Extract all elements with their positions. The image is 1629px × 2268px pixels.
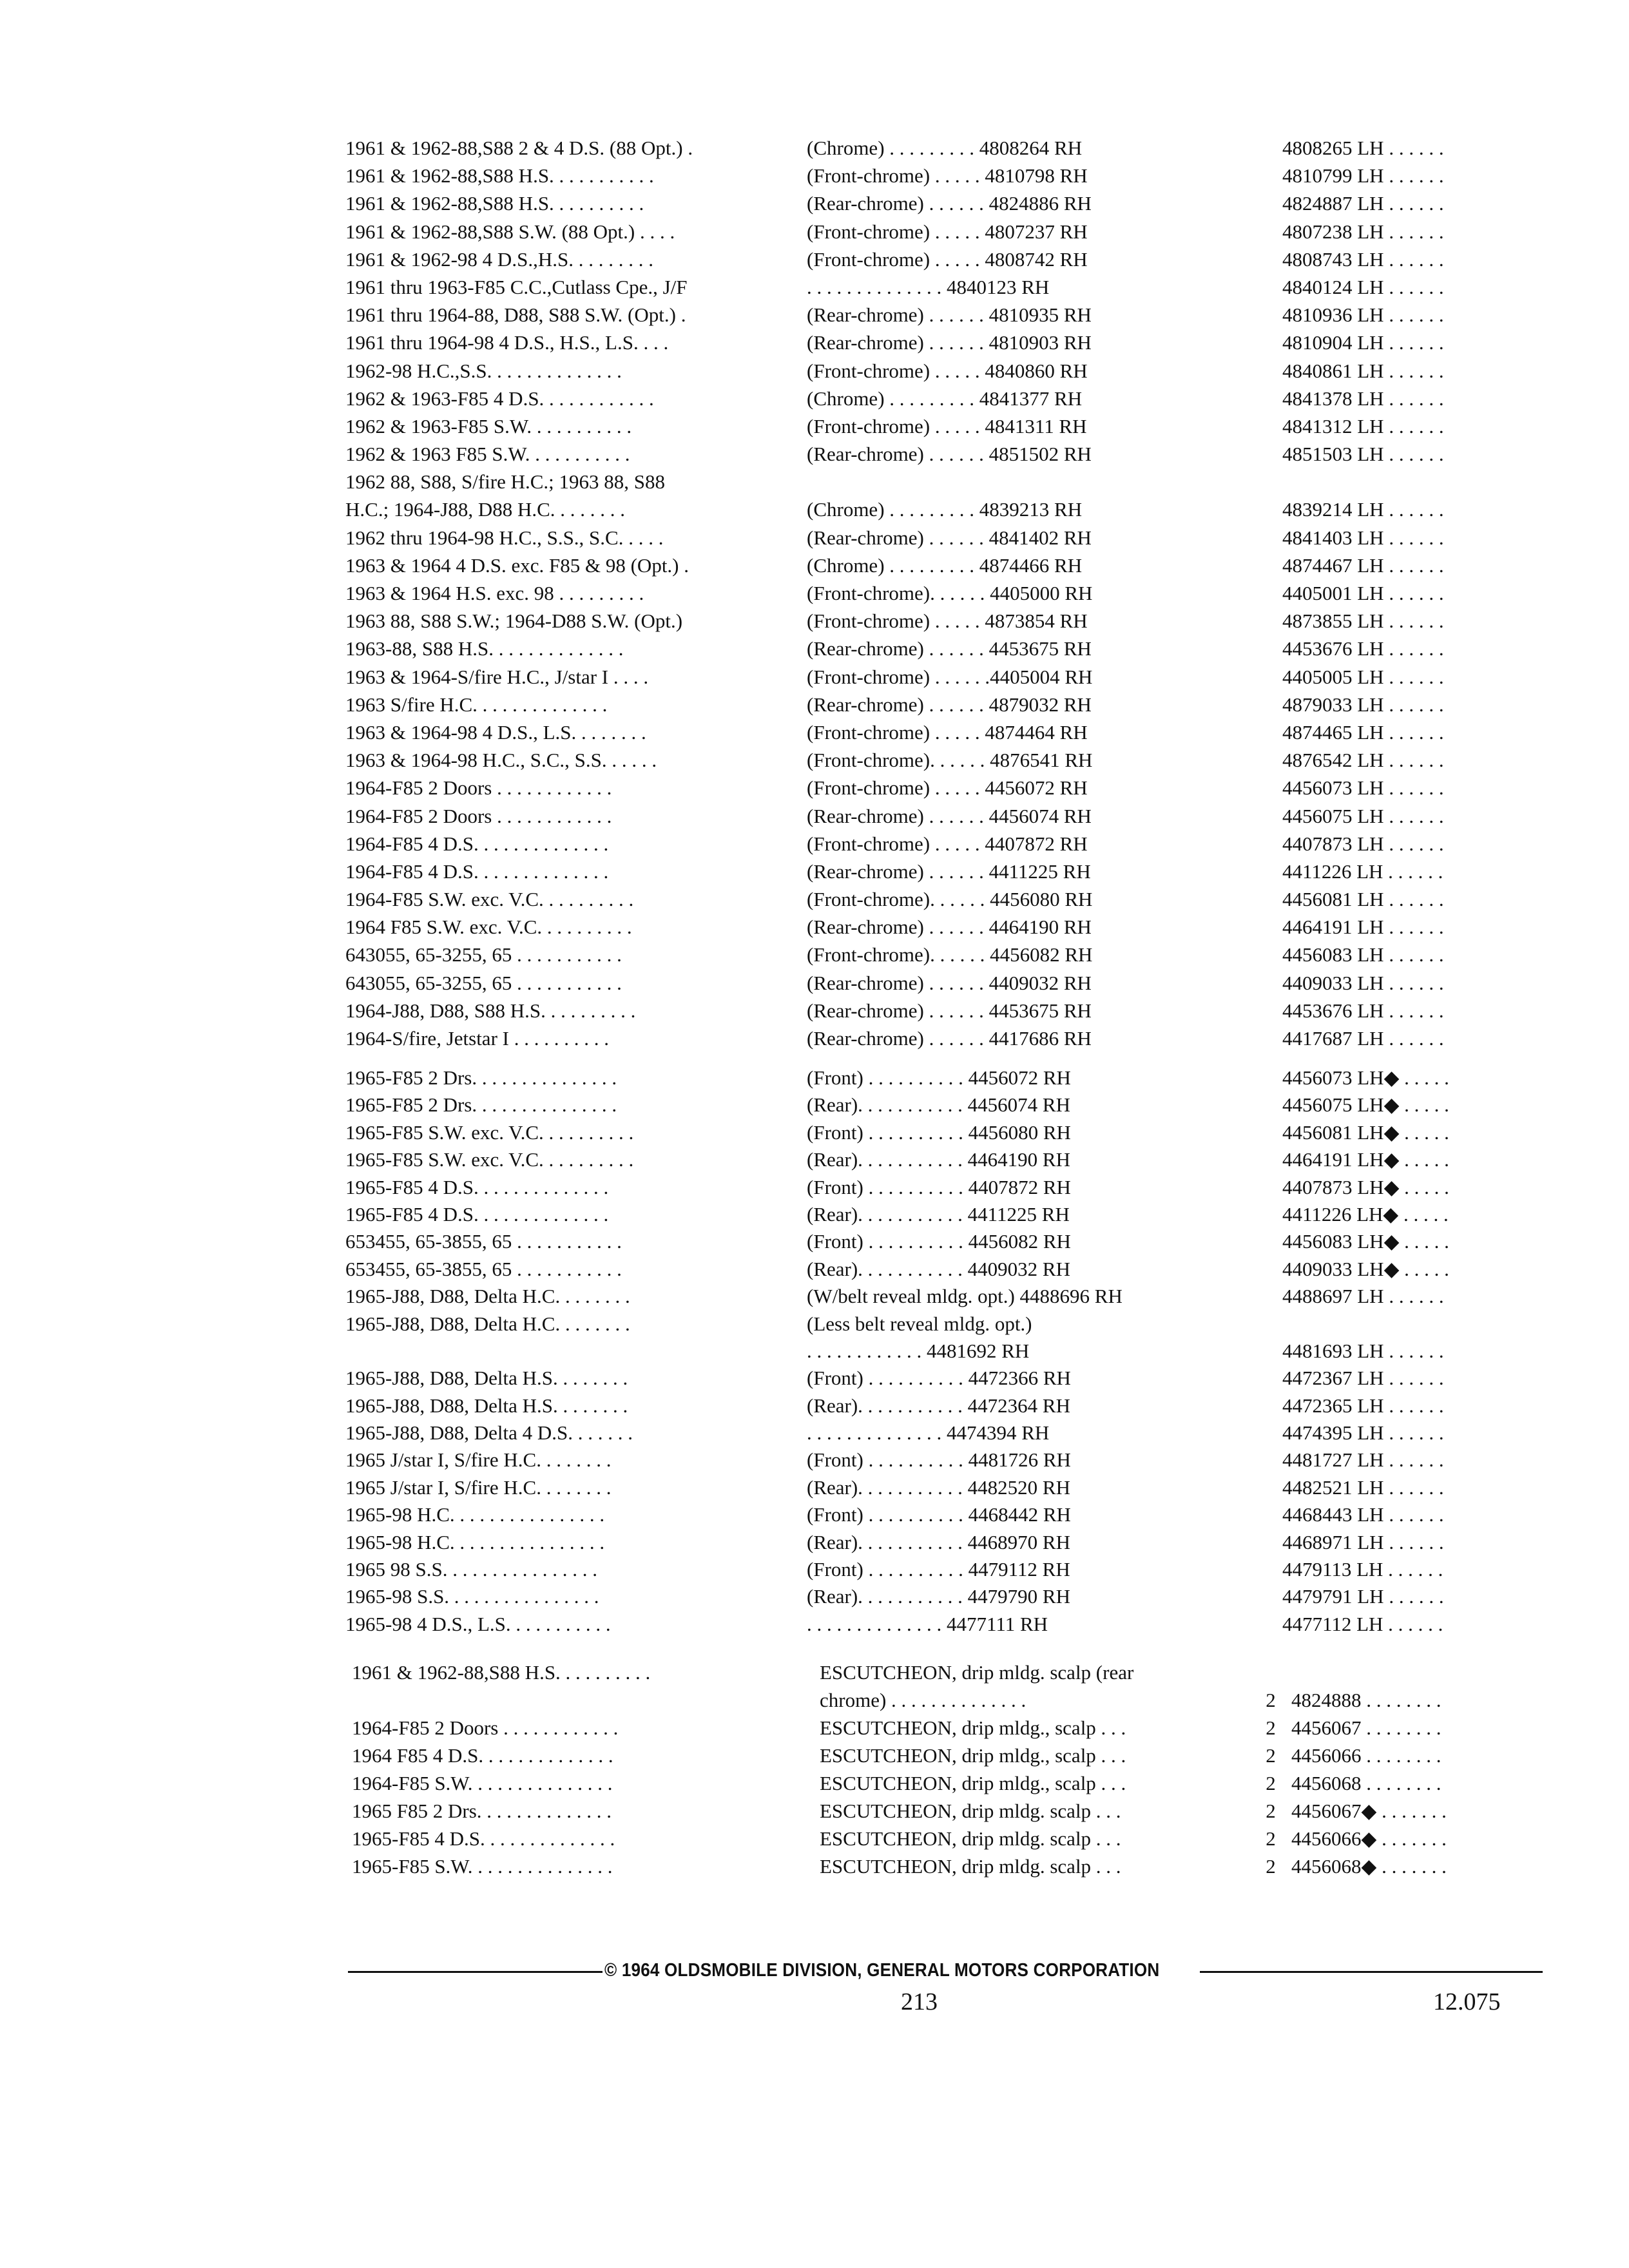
model-cell: 1961 thru 1964-98 4 D.S., H.S., L.S. . . . (345, 331, 669, 354)
model-cell: 1964-S/fire, Jetstar I . . . . . . . . . . (345, 1027, 609, 1050)
model-cell: 1961 & 1962-88,S88 H.S. . . . . . . . . . (352, 1661, 651, 1684)
description-cell: ESCUTCHEON, drip mldg., scalp . . . (820, 1744, 1126, 1767)
table-row (0, 1419, 1629, 1446)
description-cell: ESCUTCHEON, drip mldg., scalp . . . (820, 1716, 1126, 1739)
lh-part-cell: 4456083 LH . . . . . . (1282, 943, 1444, 966)
part-number-cell: 4456066 . . . . . . . . (1291, 1744, 1441, 1767)
description-rh-cell: (Rear-chrome) . . . . . . 4879032 RH (807, 693, 1092, 716)
description-cell: chrome) . . . . . . . . . . . . . . (820, 1689, 1027, 1711)
table-row (0, 885, 1629, 913)
description-rh-cell: (Front) . . . . . . . . . . 4456080 RH (807, 1120, 1071, 1144)
table-row (0, 579, 1629, 607)
lh-part-cell: 4808265 LH . . . . . . (1282, 137, 1444, 159)
model-cell: 1965-F85 2 Drs. . . . . . . . . . . . . . . (345, 1066, 617, 1089)
description-rh-cell: (Front-chrome) . . . . . 4874464 RH (807, 720, 1088, 744)
description-rh-cell: (Chrome) . . . . . . . . . 4874466 RH (807, 553, 1083, 577)
model-cell: 1962 88, S88, S/fire H.C.; 1963 88, S88 (345, 470, 666, 494)
model-cell: 1961 thru 1964-88, D88, S88 S.W. (Opt.) . (345, 303, 686, 327)
model-cell: 643055, 65-3255, 65 . . . . . . . . . . . (345, 943, 622, 966)
table-row (0, 273, 1629, 301)
description-rh-cell: (Front) . . . . . . . . . . 4468442 RH (807, 1503, 1071, 1526)
table-row (0, 412, 1629, 440)
lh-part-cell: 4405001 LH . . . . . . (1282, 582, 1444, 604)
model-cell: 1965 J/star I, S/fire H.C. . . . . . . . (345, 1475, 612, 1499)
description-rh-cell: (Rear-chrome) . . . . . . 4851502 RH (807, 443, 1092, 466)
table-row (0, 1091, 1629, 1119)
model-cell: 643055, 65-3255, 65 . . . . . . . . . . . (345, 971, 622, 994)
model-cell: 1964 F85 S.W. exc. V.C. . . . . . . . . . (345, 916, 632, 939)
description-rh-cell: (Front) . . . . . . . . . . 4481726 RH (807, 1448, 1071, 1472)
description-rh-cell: . . . . . . . . . . . . . . 4474394 RH (807, 1421, 1050, 1445)
lh-part-cell: 4481693 LH . . . . . . (1282, 1339, 1444, 1362)
table-row (0, 718, 1629, 746)
lh-part-cell: 4474395 LH . . . . . . (1282, 1421, 1444, 1445)
description-rh-cell: . . . . . . . . . . . . 4481692 RH (807, 1339, 1030, 1362)
parts-table-section-1 (0, 134, 1629, 1052)
description-rh-cell: (Less belt reveal mldg. opt.) (807, 1312, 1032, 1335)
model-cell: 1961 thru 1963-F85 C.C.,Cutlass Cpe., J/F (345, 275, 688, 298)
section-number: 12.075 (1433, 1988, 1501, 2015)
lh-part-cell: 4841378 LH . . . . . . (1282, 387, 1444, 410)
description-rh-cell: (Chrome) . . . . . . . . . 4839213 RH (807, 498, 1083, 521)
lh-part-cell: 4807238 LH . . . . . . (1282, 220, 1444, 243)
model-cell: 1964-F85 2 Doors . . . . . . . . . . . . (345, 804, 612, 827)
model-cell: 1964 F85 4 D.S. . . . . . . . . . . . . . (352, 1744, 613, 1767)
quantity-cell: 2 (1266, 1716, 1276, 1739)
description-cell: ESCUTCHEON, drip mldg. scalp . . . (820, 1827, 1121, 1850)
lh-part-cell: 4841403 LH . . . . . . (1282, 526, 1444, 549)
model-cell: 1965-98 H.C. . . . . . . . . . . . . . . . (345, 1530, 605, 1553)
model-cell: 1964-F85 4 D.S. . . . . . . . . . . . . . (345, 860, 609, 883)
lh-part-cell: 4468971 LH . . . . . . (1282, 1530, 1444, 1553)
table-row (0, 1119, 1629, 1146)
model-cell: 1965-98 4 D.S., L.S. . . . . . . . . . . (345, 1612, 611, 1635)
lh-part-cell: 4407873 LH◆ . . . . . (1282, 1175, 1449, 1198)
table-row (0, 691, 1629, 718)
model-cell: 1964-F85 2 Doors . . . . . . . . . . . . (352, 1716, 619, 1739)
table-row (0, 1611, 1629, 1638)
lh-part-cell: 4477112 LH . . . . . . (1282, 1612, 1443, 1635)
lh-part-cell: 4411226 LH . . . . . . (1282, 860, 1443, 883)
description-rh-cell: (Rear). . . . . . . . . . . 4468970 RH (807, 1530, 1070, 1553)
table-row (0, 913, 1629, 941)
table-row (0, 1392, 1629, 1419)
lh-part-cell: 4810799 LH . . . . . . (1282, 164, 1444, 187)
description-rh-cell: (Front) . . . . . . . . . . 4479112 RH (807, 1558, 1070, 1581)
description-rh-cell: (Rear-chrome) . . . . . . 4409032 RH (807, 971, 1092, 994)
table-row (0, 1365, 1629, 1392)
description-rh-cell: (Rear-chrome) . . . . . . 4453675 RH (807, 637, 1092, 660)
part-number-cell: 4456067◆ . . . . . . . (1291, 1800, 1447, 1822)
model-cell: 1964-F85 2 Doors . . . . . . . . . . . . (345, 776, 612, 800)
table-row (0, 1769, 1629, 1797)
model-cell: 1965-F85 4 D.S. . . . . . . . . . . . . . (345, 1202, 609, 1225)
lh-part-cell: 4456081 LH . . . . . . (1282, 888, 1444, 911)
lh-part-cell: 4810904 LH . . . . . . (1282, 331, 1444, 354)
model-cell: 1961 & 1962-88,S88 H.S. . . . . . . . . . . (345, 164, 654, 187)
part-number-cell: 4456068◆ . . . . . . . (1291, 1855, 1447, 1878)
lh-part-cell: 4472365 LH . . . . . . (1282, 1394, 1444, 1417)
table-row (0, 1714, 1629, 1742)
model-cell: 1965-F85 4 D.S. . . . . . . . . . . . . . (345, 1175, 609, 1198)
lh-part-cell: 4840861 LH . . . . . . (1282, 359, 1444, 382)
lh-part-cell: 4479791 LH . . . . . . (1282, 1585, 1444, 1608)
part-number-cell: 4456068 . . . . . . . . (1291, 1772, 1441, 1794)
table-row (0, 1338, 1629, 1365)
table-row (0, 1228, 1629, 1255)
lh-part-cell: 4411226 LH◆ . . . . . (1282, 1202, 1449, 1225)
table-row (0, 802, 1629, 830)
description-cell: ESCUTCHEON, drip mldg. scalp (rear (820, 1661, 1134, 1684)
description-rh-cell: (Front-chrome) . . . . . 4807237 RH (807, 220, 1088, 243)
lh-part-cell: 4482521 LH . . . . . . (1282, 1475, 1444, 1499)
description-rh-cell: (Rear). . . . . . . . . . . 4456074 RH (807, 1093, 1070, 1117)
table-row (0, 997, 1629, 1024)
table-row (0, 495, 1629, 523)
lh-part-cell: 4810936 LH . . . . . . (1282, 303, 1444, 327)
table-row (0, 1201, 1629, 1228)
escutcheon-table-section (0, 1658, 1629, 1880)
description-cell: ESCUTCHEON, drip mldg., scalp . . . (820, 1772, 1126, 1794)
description-rh-cell: (Rear-chrome) . . . . . . 4810903 RH (807, 331, 1092, 354)
model-cell: 1961 & 1962-88,S88 2 & 4 D.S. (88 Opt.) . (345, 137, 693, 159)
lh-part-cell: 4876542 LH . . . . . . (1282, 749, 1444, 772)
description-rh-cell: (W/belt reveal mldg. opt.) 4488696 RH (807, 1285, 1123, 1308)
lh-part-cell: 4479113 LH . . . . . . (1282, 1558, 1443, 1581)
model-cell: 1965-J88, D88, Delta 4 D.S. . . . . . . (345, 1421, 633, 1445)
description-rh-cell: (Rear). . . . . . . . . . . 4479790 RH (807, 1585, 1070, 1608)
description-rh-cell: (Rear-chrome) . . . . . . 4841402 RH (807, 526, 1092, 549)
model-cell: 1963-88, S88 H.S. . . . . . . . . . . . . . (345, 637, 624, 660)
lh-part-cell: 4840124 LH . . . . . . (1282, 275, 1444, 298)
model-cell: 1964-F85 S.W. . . . . . . . . . . . . . . (352, 1772, 613, 1794)
description-rh-cell: (Chrome) . . . . . . . . . 4841377 RH (807, 387, 1083, 410)
model-cell: 1965-F85 4 D.S. . . . . . . . . . . . . . (352, 1827, 615, 1850)
description-rh-cell: . . . . . . . . . . . . . . 4840123 RH (807, 275, 1050, 298)
table-row (0, 941, 1629, 968)
model-cell: 1963 S/fire H.C. . . . . . . . . . . . . . (345, 693, 608, 716)
model-cell: 1963 88, S88 S.W.; 1964-D88 S.W. (Opt.) (345, 610, 683, 633)
lh-part-cell: 4417687 LH . . . . . . (1282, 1027, 1444, 1050)
lh-part-cell: 4456075 LH . . . . . . (1282, 804, 1444, 827)
description-rh-cell: (Rear). . . . . . . . . . . 4409032 RH (807, 1257, 1070, 1280)
lh-part-cell: 4464191 LH◆ . . . . . (1282, 1148, 1449, 1171)
table-row (0, 385, 1629, 412)
table-row (0, 468, 1629, 495)
model-cell: 1962 thru 1964-98 H.C., S.S., S.C. . . . . (345, 526, 664, 549)
table-row (0, 1852, 1629, 1880)
quantity-cell: 2 (1266, 1689, 1276, 1711)
page-number: 213 (901, 1988, 938, 2015)
table-row (0, 301, 1629, 329)
lh-part-cell: 4409033 LH . . . . . . (1282, 971, 1444, 994)
description-rh-cell: (Rear-chrome) . . . . . . 4456074 RH (807, 804, 1092, 827)
lh-part-cell: 4456073 LH . . . . . . (1282, 776, 1444, 800)
model-cell: 1961 & 1962-98 4 D.S.,H.S. . . . . . . . . (345, 247, 653, 271)
quantity-cell: 2 (1266, 1800, 1276, 1822)
part-number-cell: 4824888 . . . . . . . . (1291, 1689, 1441, 1711)
model-cell: 1965-98 S.S. . . . . . . . . . . . . . . . (345, 1585, 599, 1608)
lh-part-cell: 4808743 LH . . . . . . (1282, 247, 1444, 271)
quantity-cell: 2 (1266, 1772, 1276, 1794)
table-row (0, 1256, 1629, 1283)
model-cell: 653455, 65-3855, 65 . . . . . . . . . . . (345, 1257, 622, 1280)
lh-part-cell: 4456083 LH◆ . . . . . (1282, 1230, 1449, 1253)
lh-part-cell: 4481727 LH . . . . . . (1282, 1448, 1444, 1472)
description-rh-cell: (Rear). . . . . . . . . . . 4482520 RH (807, 1475, 1070, 1499)
table-row (0, 1174, 1629, 1201)
description-cell: ESCUTCHEON, drip mldg. scalp . . . (820, 1855, 1121, 1878)
description-rh-cell: (Front) . . . . . . . . . . 4456072 RH (807, 1066, 1071, 1089)
table-row (0, 1797, 1629, 1825)
model-cell: 1965-F85 S.W. exc. V.C. . . . . . . . . . (345, 1148, 634, 1171)
table-row (0, 1529, 1629, 1556)
lh-part-cell: 4874465 LH . . . . . . (1282, 720, 1444, 744)
description-rh-cell: . . . . . . . . . . . . . . 4477111 RH (807, 1612, 1048, 1635)
description-rh-cell: (Rear-chrome) . . . . . . 4824886 RH (807, 192, 1092, 215)
model-cell: 1961 & 1962-88,S88 S.W. (88 Opt.) . . . . (345, 220, 675, 243)
lh-part-cell: 4488697 LH . . . . . . (1282, 1285, 1444, 1308)
lh-part-cell: 4453676 LH . . . . . . (1282, 999, 1444, 1022)
table-row (0, 245, 1629, 273)
description-rh-cell: (Rear). . . . . . . . . . . 4411225 RH (807, 1202, 1070, 1225)
table-row (0, 524, 1629, 552)
model-cell: 1965 F85 2 Drs. . . . . . . . . . . . . . (352, 1800, 612, 1822)
model-cell: 1964-F85 S.W. exc. V.C. . . . . . . . . . (345, 888, 634, 911)
model-cell: 1962 & 1963-F85 4 D.S. . . . . . . . . . . . (345, 387, 654, 410)
table-row (0, 746, 1629, 774)
description-rh-cell: (Front-chrome) . . . . . 4808742 RH (807, 247, 1088, 271)
table-row (0, 218, 1629, 245)
lh-part-cell: 4405005 LH . . . . . . (1282, 665, 1444, 688)
table-row (0, 1283, 1629, 1310)
model-cell: 1964-F85 4 D.S. . . . . . . . . . . . . . (345, 832, 609, 855)
table-row (0, 1446, 1629, 1474)
model-cell: 1963 & 1964-98 4 D.S., L.S. . . . . . . . (345, 720, 646, 744)
table-row (0, 1064, 1629, 1091)
table-row (0, 1501, 1629, 1528)
model-cell: 1965-F85 S.W. . . . . . . . . . . . . . . (352, 1855, 613, 1878)
model-cell: 1965-J88, D88, Delta H.S. . . . . . . . (345, 1367, 628, 1390)
table-row (0, 663, 1629, 691)
quantity-cell: 2 (1266, 1827, 1276, 1850)
table-row (0, 1146, 1629, 1173)
model-cell: 1963 & 1964-98 H.C., S.C., S.S. . . . . . (345, 749, 657, 772)
lh-part-cell: 4472367 LH . . . . . . (1282, 1367, 1444, 1390)
description-rh-cell: (Front) . . . . . . . . . . 4456082 RH (807, 1230, 1071, 1253)
table-row (0, 189, 1629, 217)
lh-part-cell: 4409033 LH◆ . . . . . (1282, 1257, 1449, 1280)
lh-part-cell: 4453676 LH . . . . . . (1282, 637, 1444, 660)
table-row (0, 969, 1629, 997)
description-rh-cell: (Chrome) . . . . . . . . . 4808264 RH (807, 137, 1083, 159)
lh-part-cell: 4456081 LH◆ . . . . . (1282, 1120, 1449, 1144)
model-cell: 1962 & 1963-F85 S.W. . . . . . . . . . . (345, 414, 632, 437)
description-rh-cell: (Front-chrome). . . . . . 4876541 RH (807, 749, 1093, 772)
footer-copyright: © 1964 OLDSMOBILE DIVISION, GENERAL MOTORS CORPORATION (604, 1960, 1160, 1981)
table-row (0, 635, 1629, 662)
description-rh-cell: (Front-chrome) . . . . . 4873854 RH (807, 610, 1088, 633)
table-row (0, 774, 1629, 802)
model-cell: 1963 & 1964-S/fire H.C., J/star I . . . . (345, 665, 649, 688)
model-cell: 1965-F85 2 Drs. . . . . . . . . . . . . . . (345, 1093, 617, 1117)
description-cell: ESCUTCHEON, drip mldg. scalp . . . (820, 1800, 1121, 1822)
description-rh-cell: (Rear-chrome) . . . . . . 4411225 RH (807, 860, 1091, 883)
parts-table-section-2 (0, 1064, 1629, 1638)
table-row (0, 1311, 1629, 1338)
table-row (0, 552, 1629, 579)
lh-part-cell: 4879033 LH . . . . . . (1282, 693, 1444, 716)
table-row (0, 1686, 1629, 1714)
table-row (0, 1658, 1629, 1686)
model-cell: 1962-98 H.C.,S.S. . . . . . . . . . . . . . (345, 359, 622, 382)
table-row (0, 357, 1629, 385)
model-cell: 1961 & 1962-88,S88 H.S. . . . . . . . . . (345, 192, 644, 215)
lh-part-cell: 4841312 LH . . . . . . (1282, 414, 1444, 437)
part-number-cell: 4456066◆ . . . . . . . (1291, 1827, 1447, 1850)
model-cell: 653455, 65-3855, 65 . . . . . . . . . . . (345, 1230, 622, 1253)
table-row (0, 1583, 1629, 1610)
lh-part-cell: 4468443 LH . . . . . . (1282, 1503, 1444, 1526)
description-rh-cell: (Front) . . . . . . . . . . 4472366 RH (807, 1367, 1071, 1390)
table-row (0, 1742, 1629, 1769)
lh-part-cell: 4456075 LH◆ . . . . . (1282, 1093, 1449, 1117)
description-rh-cell: (Front-chrome) . . . . . 4407872 RH (807, 832, 1088, 855)
table-row (0, 162, 1629, 189)
lh-part-cell: 4464191 LH . . . . . . (1282, 916, 1444, 939)
description-rh-cell: (Front-chrome) . . . . . 4810798 RH (807, 164, 1088, 187)
description-rh-cell: (Front-chrome) . . . . . 4456072 RH (807, 776, 1088, 800)
model-cell: 1965 J/star I, S/fire H.C. . . . . . . . (345, 1448, 612, 1472)
part-number-cell: 4456067 . . . . . . . . (1291, 1716, 1441, 1739)
model-cell: 1965-98 H.C. . . . . . . . . . . . . . . . (345, 1503, 605, 1526)
model-cell: 1965-F85 S.W. exc. V.C. . . . . . . . . . (345, 1120, 634, 1144)
table-row (0, 440, 1629, 468)
table-row (0, 607, 1629, 635)
table-row (0, 1024, 1629, 1052)
table-row (0, 1825, 1629, 1852)
description-rh-cell: (Front) . . . . . . . . . . 4407872 RH (807, 1175, 1071, 1198)
lh-part-cell: 4839214 LH . . . . . . (1282, 498, 1444, 521)
quantity-cell: 2 (1266, 1744, 1276, 1767)
description-rh-cell: (Rear-chrome) . . . . . . 4417686 RH (807, 1027, 1092, 1050)
model-cell: 1962 & 1963 F85 S.W. . . . . . . . . . . (345, 443, 630, 466)
lh-part-cell: 4873855 LH . . . . . . (1282, 610, 1444, 633)
lh-part-cell: 4456073 LH◆ . . . . . (1282, 1066, 1449, 1089)
description-rh-cell: (Rear-chrome) . . . . . . 4453675 RH (807, 999, 1092, 1022)
model-cell: 1965-J88, D88, Delta H.C. . . . . . . . (345, 1285, 630, 1308)
table-row (0, 134, 1629, 162)
model-cell: 1964-J88, D88, S88 H.S. . . . . . . . . . (345, 999, 636, 1022)
table-row (0, 830, 1629, 858)
model-cell: 1965-J88, D88, Delta H.S. . . . . . . . (345, 1394, 628, 1417)
description-rh-cell: (Front-chrome) . . . . . 4841311 RH (807, 414, 1087, 437)
model-cell: 1965 98 S.S. . . . . . . . . . . . . . . . (345, 1558, 597, 1581)
description-rh-cell: (Rear). . . . . . . . . . . 4472364 RH (807, 1394, 1070, 1417)
table-row (0, 329, 1629, 356)
description-rh-cell: (Front-chrome). . . . . . 4456080 RH (807, 888, 1093, 911)
table-row (0, 858, 1629, 885)
lh-part-cell: 4824887 LH . . . . . . (1282, 192, 1444, 215)
model-cell: 1965-J88, D88, Delta H.C. . . . . . . . (345, 1312, 630, 1335)
description-rh-cell: (Rear-chrome) . . . . . . 4464190 RH (807, 916, 1092, 939)
description-rh-cell: (Front-chrome). . . . . . 4456082 RH (807, 943, 1093, 966)
quantity-cell: 2 (1266, 1855, 1276, 1878)
lh-part-cell: 4851503 LH . . . . . . (1282, 443, 1444, 466)
description-rh-cell: (Rear). . . . . . . . . . . 4464190 RH (807, 1148, 1070, 1171)
description-rh-cell: (Front-chrome) . . . . . .4405004 RH (807, 665, 1093, 688)
model-cell: H.C.; 1964-J88, D88 H.C. . . . . . . . (345, 498, 626, 521)
lh-part-cell: 4407873 LH . . . . . . (1282, 832, 1444, 855)
description-rh-cell: (Rear-chrome) . . . . . . 4810935 RH (807, 303, 1092, 327)
model-cell: 1963 & 1964 H.S. exc. 98 . . . . . . . . . (345, 582, 644, 604)
table-row (0, 1556, 1629, 1583)
description-rh-cell: (Front-chrome). . . . . . 4405000 RH (807, 582, 1093, 604)
description-rh-cell: (Front-chrome) . . . . . 4840860 RH (807, 359, 1088, 382)
table-row (0, 1474, 1629, 1501)
lh-part-cell: 4874467 LH . . . . . . (1282, 553, 1444, 577)
model-cell: 1963 & 1964 4 D.S. exc. F85 & 98 (Opt.) . (345, 553, 689, 577)
